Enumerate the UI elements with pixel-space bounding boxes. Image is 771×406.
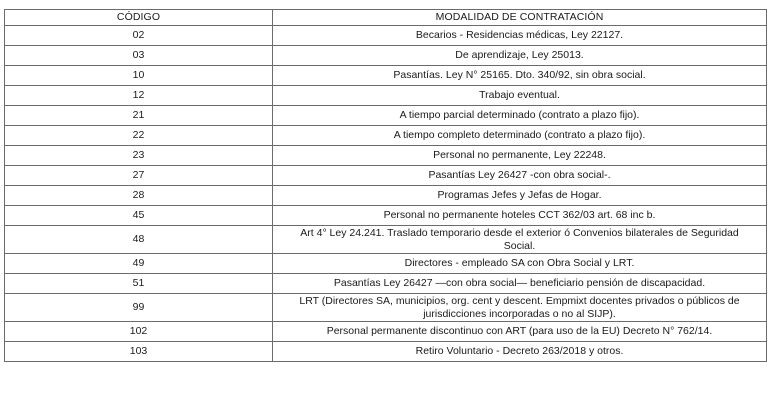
modality-cell: Personal permanente discontinuo con ART (para uso de la EU) Decreto N° 762/14. bbox=[273, 322, 767, 342]
code-cell: 10 bbox=[5, 66, 273, 86]
table-row bbox=[5, 322, 767, 342]
modality-cell: Personal no permanente hoteles CCT 362/03 art. 68 inc b. bbox=[273, 206, 767, 226]
modality-cell: A tiempo completo determinado (contrato a plazo fijo). bbox=[273, 126, 767, 146]
code-cell: 27 bbox=[5, 166, 273, 186]
code-cell: 45 bbox=[5, 206, 273, 226]
table-row bbox=[5, 46, 767, 66]
modality-cell: Personal no permanente, Ley 22248. bbox=[273, 146, 767, 166]
table-row bbox=[5, 166, 767, 186]
modality-cell: Retiro Voluntario - Decreto 263/2018 y otros. bbox=[273, 342, 767, 362]
table-row bbox=[5, 254, 767, 274]
modality-cell: Programas Jefes y Jefas de Hogar. bbox=[273, 186, 767, 206]
modality-cell: Becarios - Residencias médicas, Ley 22127. bbox=[273, 26, 767, 46]
table-header-row bbox=[5, 10, 767, 26]
code-cell: 102 bbox=[5, 322, 273, 342]
table-row bbox=[5, 126, 767, 146]
table-row bbox=[5, 86, 767, 106]
code-cell: 99 bbox=[5, 294, 273, 322]
code-cell: 23 bbox=[5, 146, 273, 166]
table-row bbox=[5, 146, 767, 166]
modality-cell: Pasantías Ley 26427 —con obra social— beneficiario pensión de discapacidad. bbox=[273, 274, 767, 294]
table-row bbox=[5, 66, 767, 86]
modality-cell: Pasantías Ley 26427 -con obra social-. bbox=[273, 166, 767, 186]
table-row bbox=[5, 26, 767, 46]
modality-cell: Pasantías. Ley N° 25165. Dto. 340/92, sin obra social. bbox=[273, 66, 767, 86]
code-cell: 48 bbox=[5, 226, 273, 254]
code-cell: 51 bbox=[5, 274, 273, 294]
contract-modality-table bbox=[4, 9, 767, 362]
modality-cell: Art 4° Ley 24.241. Traslado temporario desde el exterior ó Convenios bilaterales de Seguridad Social. bbox=[273, 226, 767, 254]
code-cell: 03 bbox=[5, 46, 273, 66]
table-row bbox=[5, 342, 767, 362]
table-row bbox=[5, 106, 767, 126]
code-cell: 02 bbox=[5, 26, 273, 46]
table-row bbox=[5, 226, 767, 254]
modality-cell: A tiempo parcial determinado (contrato a plazo fijo). bbox=[273, 106, 767, 126]
column-header-code: CÓDIGO bbox=[5, 10, 273, 26]
table-row bbox=[5, 294, 767, 322]
modality-cell: Trabajo eventual. bbox=[273, 86, 767, 106]
code-cell: 21 bbox=[5, 106, 273, 126]
code-cell: 12 bbox=[5, 86, 273, 106]
modality-cell: LRT (Directores SA, municipios, org. cent y descent. Empmixt docentes privados o públicos de jurisdicciones incorporadas o no al SIJP). bbox=[273, 294, 767, 322]
column-header-modality: MODALIDAD DE CONTRATACIÓN bbox=[273, 10, 767, 26]
code-cell: 28 bbox=[5, 186, 273, 206]
table-row bbox=[5, 206, 767, 226]
modality-cell: Directores - empleado SA con Obra Social y LRT. bbox=[273, 254, 767, 274]
code-cell: 103 bbox=[5, 342, 273, 362]
modality-cell: De aprendizaje, Ley 25013. bbox=[273, 46, 767, 66]
table-row bbox=[5, 274, 767, 294]
code-cell: 49 bbox=[5, 254, 273, 274]
code-cell: 22 bbox=[5, 126, 273, 146]
table-row bbox=[5, 186, 767, 206]
